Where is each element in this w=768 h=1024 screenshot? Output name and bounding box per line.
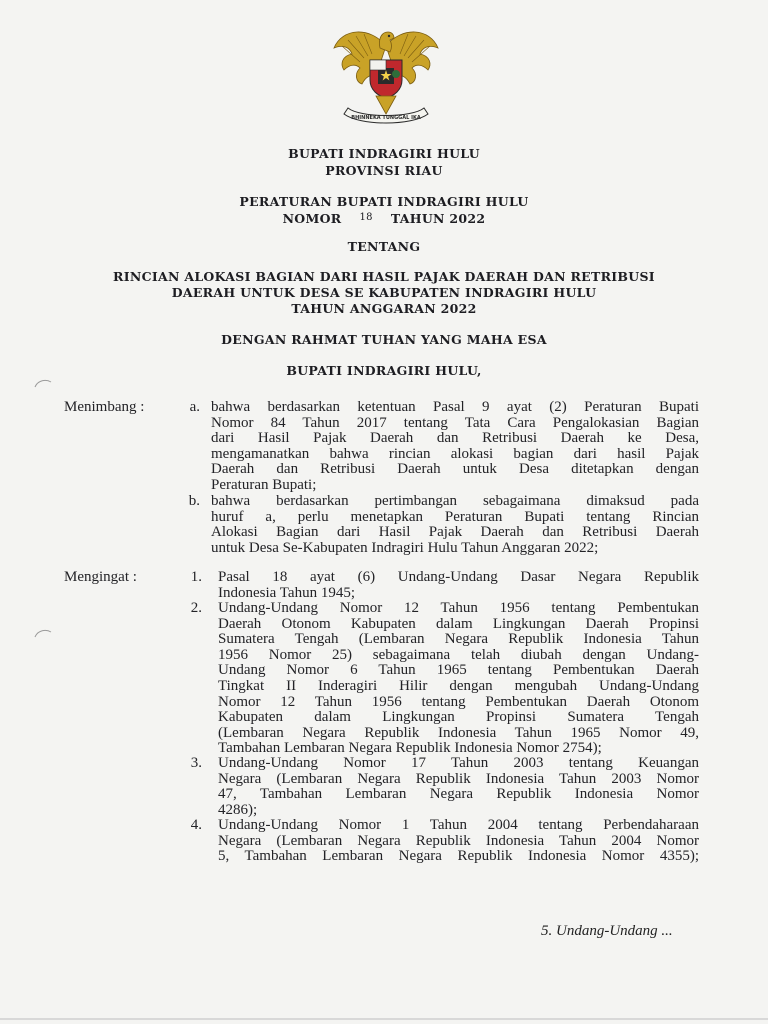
nomor-label: NOMOR [282, 211, 342, 226]
text-line: 4286); [218, 801, 258, 818]
text-line: Kabupaten dalam Lingkungan Propinsi Sumatera Tengah [218, 709, 699, 726]
text-line: Nomor 84 Tahun 2017 tentang Tata Cara Pengalokasian Bagian [211, 414, 699, 431]
menimbang-item-number: a. [189, 399, 200, 415]
regulation-title: PERATURAN BUPATI INDRAGIRI HULU [239, 194, 529, 209]
text-line: Negara (Lembaran Negara Republik Indonesia Tahun 2003 Nomor [218, 770, 699, 787]
menimbang-item-a [211, 400, 699, 494]
text-line: huruf a, perlu menetapkan Peraturan Bupati tentang Rincian [211, 508, 699, 525]
text-line: Daerah Otonom Kabupaten dalam Lingkungan Daerah Propinsi [218, 615, 699, 632]
text-line: Peraturan Bupati; [211, 476, 317, 493]
mengingat-item-number: 4. [190, 817, 202, 833]
text-line: dari Hasil Pajak Daerah dan Retribusi Daerah ke Desa, [211, 430, 699, 447]
province-heading: PROVINSI RIAU [325, 163, 443, 178]
text-line: Tambahan Lembaran Negara Republik Indonesia Nomor 2754); [218, 740, 602, 757]
text-line: Nomor 12 Tahun 1956 tentang Pembentukan Daerah Otonom [218, 693, 699, 710]
text-line: (Lembaran Negara Republik Indonesia Tahun 1965 Nomor 49, [218, 724, 699, 741]
text-line: Daerah dan Retribusi Daerah untuk Desa ditetapkan dengan [211, 461, 699, 478]
mengingat-item-2 [218, 601, 699, 757]
text-line: mengamanatkan bahwa rincian alokasi bagian dari hasil Pajak [211, 445, 699, 462]
mengingat-item-1 [218, 570, 699, 601]
mengingat-label: Mengingat : [64, 569, 137, 585]
issuer-heading: BUPATI INDRAGIRI HULU [288, 146, 480, 161]
text-line: 1956 Nomor 25) sebagaimana telah diubah dengan Undang- [218, 646, 699, 663]
menimbang-label: Menimbang : [64, 399, 145, 415]
subject-line-3: TAHUN ANGGARAN 2022 [291, 301, 477, 316]
text-line: Undang-Undang Nomor 1 Tahun 2004 tentang Perbendaharaan [218, 817, 699, 833]
text-line: Undang-Undang Nomor 12 Tahun 1956 tentang Pembentukan [218, 600, 699, 616]
nomor-value: 18 [359, 212, 373, 223]
menimbang-item-b [211, 494, 699, 556]
mengingat-item-number: 1. [190, 569, 202, 585]
text-line: untuk Desa Se-Kabupaten Indragiri Hulu Tahun Anggaran 2022; [211, 539, 599, 556]
subject-line-2: DAERAH UNTUK DESA SE KABUPATEN INDRAGIRI HULU [171, 285, 597, 300]
regulation-number [0, 210, 768, 229]
subject-line-1: RINCIAN ALOKASI BAGIAN DARI HASIL PAJAK DAERAH DAN RETRIBUSI [113, 269, 655, 284]
mengingat-item-number: 2. [190, 600, 202, 616]
tahun-label: TAHUN 2022 [390, 211, 486, 226]
text-line: Sumatera Tengah (Lembaran Negara Republik Indonesia Tahun [218, 631, 699, 648]
tentang-heading: TENTANG [347, 239, 421, 254]
garuda-emblem-icon [330, 18, 442, 130]
punch-mark-icon [34, 628, 52, 638]
text-line: Pasal 18 ayat (6) Undang-Undang Dasar Negara Republik [218, 569, 699, 585]
mengingat-item-4 [218, 818, 699, 865]
text-line: bahwa berdasarkan ketentuan Pasal 9 ayat (2) Peraturan Bupati [211, 399, 699, 415]
blessing-heading: DENGAN RAHMAT TUHAN YANG MAHA ESA [221, 332, 547, 347]
next-page-continuation: 5. Undang-Undang ... [541, 923, 673, 939]
text-line: bahwa berdasarkan pertimbangan sebagaimana dimaksud pada [211, 493, 699, 509]
text-line: Indonesia Tahun 1945; [218, 584, 355, 601]
punch-mark-icon [34, 378, 52, 388]
text-line: Undang Nomor 6 Tahun 1965 tentang Pembentukan Daerah [218, 662, 699, 679]
menimbang-item-number: b. [188, 493, 200, 509]
page-edge-divider [0, 1018, 768, 1020]
text-line: Tingkat II Inderagiri Hilir dengan mengubah Undang-Undang [218, 677, 699, 694]
text-line: Negara (Lembaran Negara Republik Indonesia Tahun 2004 Nomor [218, 832, 699, 849]
text-line: 47, Tambahan Lembaran Negara Republik Indonesia Nomor [218, 786, 699, 803]
text-line: Alokasi Bagian dari Hasil Pajak Daerah dan Retribusi Daerah [211, 524, 699, 541]
mengingat-item-number: 3. [190, 755, 202, 771]
text-line: Undang-Undang Nomor 17 Tahun 2003 tentang Keuangan [218, 755, 699, 771]
mengingat-item-3 [218, 756, 699, 818]
issuer-signature-heading: BUPATI INDRAGIRI HULU, [286, 363, 482, 378]
text-line: 5, Tambahan Lembaran Negara Republik Indonesia Nomor 4355); [218, 848, 699, 865]
emblem-motto: BHINNEKA TUNGGAL IKA [351, 115, 421, 121]
